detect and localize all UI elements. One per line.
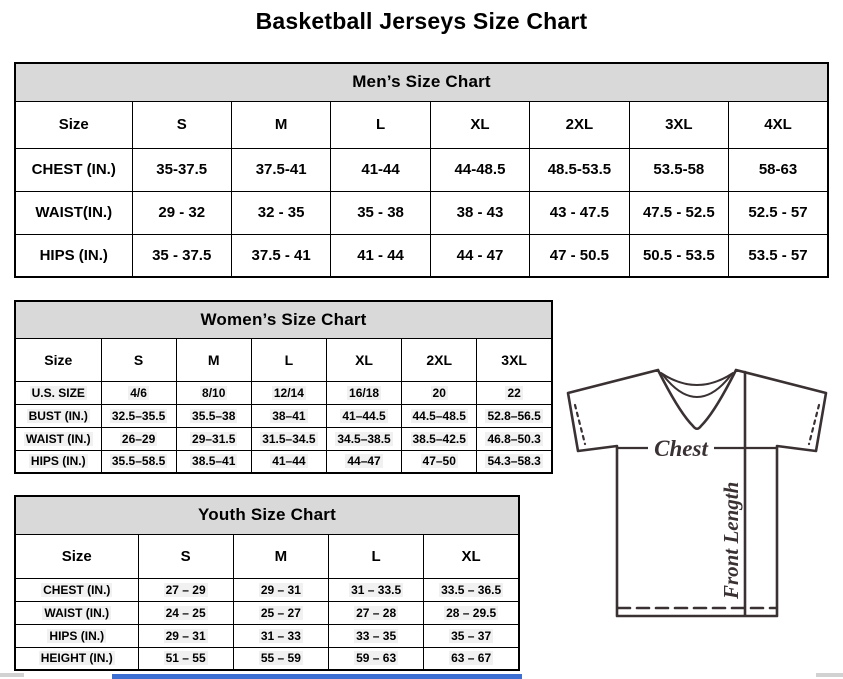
size-cell: 38.5–42.5 <box>402 427 477 450</box>
table-row <box>15 234 828 277</box>
mens-size-table <box>14 62 829 278</box>
size-cell: 32 - 35 <box>231 191 330 234</box>
size-cell: 43 - 47.5 <box>530 191 629 234</box>
size-cell: 47–50 <box>402 450 477 473</box>
jersey-diagram-icon <box>560 360 838 628</box>
size-cell: 41–44 <box>251 450 326 473</box>
size-cell: 44–47 <box>326 450 401 473</box>
size-cell: 24 – 25 <box>138 601 233 624</box>
column-header: M <box>233 534 328 578</box>
size-cell: 44-48.5 <box>430 148 529 191</box>
size-cell: 37.5 - 41 <box>231 234 330 277</box>
table-row <box>15 404 552 427</box>
column-header: S <box>138 534 233 578</box>
table-row <box>15 301 552 338</box>
jersey-measurement-diagram <box>560 360 838 628</box>
page-title: Basketball Jerseys Size Chart <box>255 8 588 34</box>
size-cell: 38–41 <box>251 404 326 427</box>
size-cell: 34.5–38.5 <box>326 427 401 450</box>
row-label: BUST (IN.) <box>15 404 101 427</box>
column-header: L <box>329 534 424 578</box>
size-cell: 31 – 33.5 <box>329 578 424 601</box>
size-cell: 35.5–58.5 <box>101 450 176 473</box>
size-cell: 29–31.5 <box>176 427 251 450</box>
table-row <box>15 101 828 148</box>
table-row <box>15 191 828 234</box>
size-cell: 37.5-41 <box>231 148 330 191</box>
table-row <box>15 578 519 601</box>
size-cell: 29 – 31 <box>233 578 328 601</box>
size-cell: 44 - 47 <box>430 234 529 277</box>
youth-table-header: Youth Size Chart <box>15 496 519 534</box>
youth-size-table <box>14 495 520 671</box>
column-header: XL <box>430 101 529 148</box>
scrollbar-thumb[interactable] <box>112 674 522 679</box>
row-label: CHEST (IN.) <box>15 578 138 601</box>
column-header: L <box>331 101 430 148</box>
size-cell: 41 - 44 <box>331 234 430 277</box>
row-label: WAIST(IN.) <box>15 191 132 234</box>
table-row <box>15 647 519 670</box>
size-cell: 28 – 29.5 <box>424 601 519 624</box>
size-cell: 4/6 <box>101 381 176 404</box>
table-row <box>15 63 828 101</box>
column-header: 4XL <box>729 101 828 148</box>
size-cell: 58-63 <box>729 148 828 191</box>
size-cell: 31.5–34.5 <box>251 427 326 450</box>
column-header-size: Size <box>15 534 138 578</box>
size-cell: 22 <box>477 381 552 404</box>
table-row <box>15 148 828 191</box>
size-cell: 47.5 - 52.5 <box>629 191 728 234</box>
size-cell: 44.5–48.5 <box>402 404 477 427</box>
column-header: XL <box>326 338 401 381</box>
size-cell: 35-37.5 <box>132 148 231 191</box>
table-row <box>15 496 519 534</box>
column-header: 3XL <box>477 338 552 381</box>
table-row <box>15 601 519 624</box>
column-header: S <box>132 101 231 148</box>
column-header-size: Size <box>15 101 132 148</box>
size-cell: 54.3–58.3 <box>477 450 552 473</box>
column-header: 2XL <box>530 101 629 148</box>
size-cell: 33 – 35 <box>329 624 424 647</box>
table-row <box>15 450 552 473</box>
size-cell: 27 – 29 <box>138 578 233 601</box>
row-label: HIPS (IN.) <box>15 234 132 277</box>
row-label: HIPS (IN.) <box>15 624 138 647</box>
scrollbar-track-left[interactable] <box>0 673 24 677</box>
mens-table-header: Men’s Size Chart <box>15 63 828 101</box>
size-cell: 35 - 37.5 <box>132 234 231 277</box>
womens-size-table <box>14 300 553 474</box>
row-label: WAIST (IN.) <box>15 427 101 450</box>
size-cell: 35.5–38 <box>176 404 251 427</box>
size-cell: 51 – 55 <box>138 647 233 670</box>
table-row <box>15 381 552 404</box>
size-cell: 52.5 - 57 <box>729 191 828 234</box>
size-cell: 38 - 43 <box>430 191 529 234</box>
row-label: U.S. SIZE <box>15 381 101 404</box>
size-cell: 29 – 31 <box>138 624 233 647</box>
size-cell: 8/10 <box>176 381 251 404</box>
row-label: CHEST (IN.) <box>15 148 132 191</box>
size-cell: 52.8–56.5 <box>477 404 552 427</box>
size-cell: 55 – 59 <box>233 647 328 670</box>
size-cell: 50.5 - 53.5 <box>629 234 728 277</box>
womens-table-header: Women’s Size Chart <box>15 301 552 338</box>
size-cell: 29 - 32 <box>132 191 231 234</box>
size-cell: 59 – 63 <box>329 647 424 670</box>
size-cell: 41-44 <box>331 148 430 191</box>
column-header: S <box>101 338 176 381</box>
size-cell: 53.5-58 <box>629 148 728 191</box>
size-cell: 63 – 67 <box>424 647 519 670</box>
column-header: 2XL <box>402 338 477 381</box>
size-cell: 46.8–50.3 <box>477 427 552 450</box>
size-cell: 35 - 38 <box>331 191 430 234</box>
scrollbar-track-right[interactable] <box>816 673 843 677</box>
table-row <box>15 624 519 647</box>
row-label: HEIGHT (IN.) <box>15 647 138 670</box>
size-cell: 20 <box>402 381 477 404</box>
size-cell: 47 - 50.5 <box>530 234 629 277</box>
column-header: M <box>231 101 330 148</box>
size-cell: 53.5 - 57 <box>729 234 828 277</box>
size-cell: 32.5–35.5 <box>101 404 176 427</box>
collar-band-line <box>661 373 733 385</box>
row-label: WAIST (IN.) <box>15 601 138 624</box>
table-row <box>15 534 519 578</box>
column-header-size: Size <box>15 338 101 381</box>
size-cell: 38.5–41 <box>176 450 251 473</box>
size-cell: 16/18 <box>326 381 401 404</box>
row-label: HIPS (IN.) <box>15 450 101 473</box>
size-cell: 35 – 37 <box>424 624 519 647</box>
column-header: XL <box>424 534 519 578</box>
size-cell: 41–44.5 <box>326 404 401 427</box>
size-cell: 25 – 27 <box>233 601 328 624</box>
size-cell: 31 – 33 <box>233 624 328 647</box>
size-cell: 48.5-53.5 <box>530 148 629 191</box>
column-header: L <box>251 338 326 381</box>
column-header: M <box>176 338 251 381</box>
size-cell: 33.5 – 36.5 <box>424 578 519 601</box>
size-cell: 26–29 <box>101 427 176 450</box>
size-cell: 27 – 28 <box>329 601 424 624</box>
chest-label: Chest <box>654 436 708 461</box>
jersey-outline <box>568 370 826 616</box>
front-length-label: Front Length <box>719 481 743 599</box>
table-row <box>15 427 552 450</box>
table-row <box>15 338 552 381</box>
column-header: 3XL <box>629 101 728 148</box>
size-cell: 12/14 <box>251 381 326 404</box>
